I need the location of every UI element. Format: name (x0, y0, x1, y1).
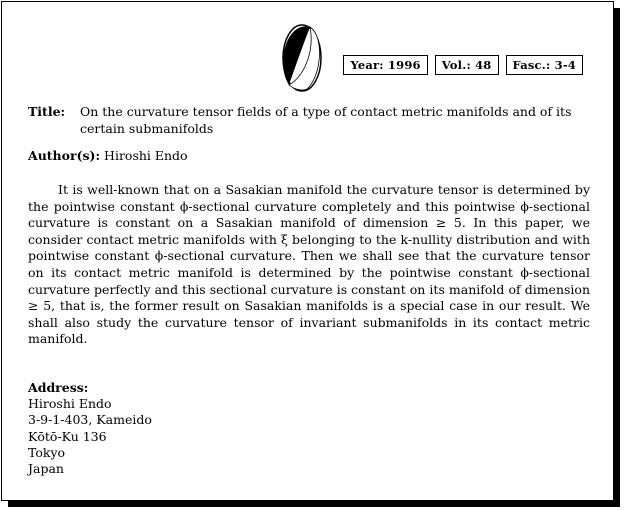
address-label: Address: (28, 380, 89, 395)
address-line-district: Kōtō-Ku 136 (28, 428, 107, 444)
address-line-country: Japan (28, 461, 64, 477)
issue-badges (343, 55, 583, 75)
fascicle-badge: Fasc.: 3-4 (506, 55, 584, 75)
author-name: Hiroshi Endo (104, 148, 188, 163)
frame-shadow-bottom (8, 500, 620, 507)
abstract-text: It is well-known that on a Sasakian manifold the curvature tensor is determined by the pointwise constant ϕ-sectional curvature completely and this pointwise ϕ-sectional curvature is constant on a Sasakian manifold of dimension ≥ 5. In this paper, we consider contact metric manifolds with ξ belonging to the k-nullity distribution and with pointwise constant ϕ-sectional curvature. Then we shall see that the curvature tensor on its contact metric manifold is determined by the pointwise constant ϕ-sectional curvature perfectly and this sectional curvature is constant on its manifold of dimension ≥ 5, that is, the former result on Sasakian manifolds is a special case in our result. We shall also study the curvature tensor of invariant submanifolds in its contact metric manifold. (28, 182, 590, 347)
volume-badge: Vol.: 48 (435, 55, 499, 75)
page-frame (1, 1, 614, 501)
address-line-city: Tokyo (28, 444, 66, 460)
address-block (28, 380, 152, 477)
title-label: Title: (28, 104, 66, 119)
frame-shadow-right (614, 8, 620, 506)
paper-title: On the curvature tensor fields of a type of contact metric manifolds and of its certain submanifolds (80, 104, 572, 136)
author-label: Author(s): (28, 148, 101, 163)
author-row (28, 147, 188, 164)
year-badge: Year: 1996 (343, 55, 427, 75)
address-line-name: Hiroshi Endo (28, 396, 112, 412)
title-row (28, 103, 590, 137)
journal-logo-icon (281, 23, 323, 93)
address-line-street: 3-9-1-403, Kameido (28, 412, 152, 428)
